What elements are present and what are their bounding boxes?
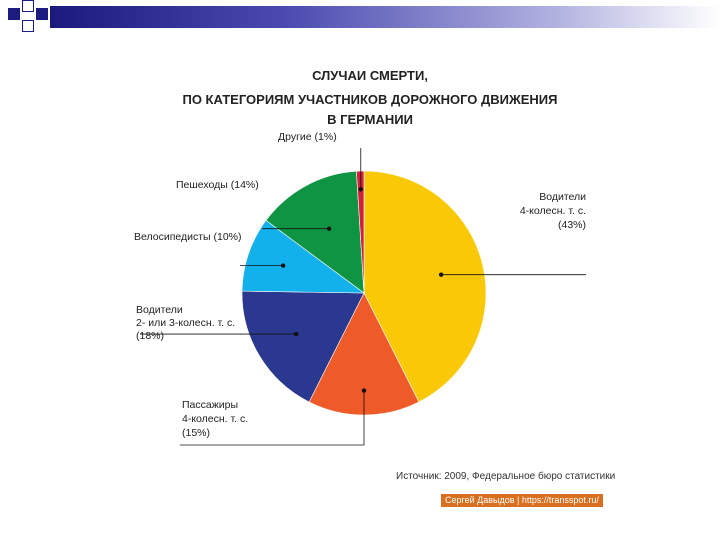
slice-label: 4-колесн. т. с. [182, 413, 249, 425]
slice-label: Другие (1%) [278, 131, 337, 143]
slice-label: Пешеходы (14%) [176, 179, 259, 191]
source-note: Источник: 2009, Федеральное бюро статистики [396, 471, 616, 482]
slice-label: 2- или 3-колесн. т. с. [136, 317, 236, 329]
chart-title [182, 68, 557, 127]
chart-title-line: ПО КАТЕГОРИЯМ УЧАСТНИКОВ ДОРОЖНОГО ДВИЖЕНИЯ [182, 92, 558, 107]
slice-label: Водители [539, 191, 586, 203]
chart-title-line: В ГЕРМАНИИ [327, 112, 413, 127]
slice-label: Пассажиры [182, 399, 239, 411]
pie-slices [242, 171, 486, 415]
chart-title-line: СЛУЧАИ СМЕРТИ, [312, 68, 428, 83]
slice-label: 4-колесн. т. с. [519, 205, 586, 217]
slice-label: Велосипедисты (10%) [134, 231, 242, 243]
slice-label: (18%) [136, 330, 165, 342]
slice-label: (43%) [557, 219, 586, 231]
slice-label: (15%) [182, 427, 211, 439]
credit-badge: Сергей Давыдов | https://transspot.ru/ [441, 494, 603, 507]
slice-label: Водители [136, 304, 183, 316]
